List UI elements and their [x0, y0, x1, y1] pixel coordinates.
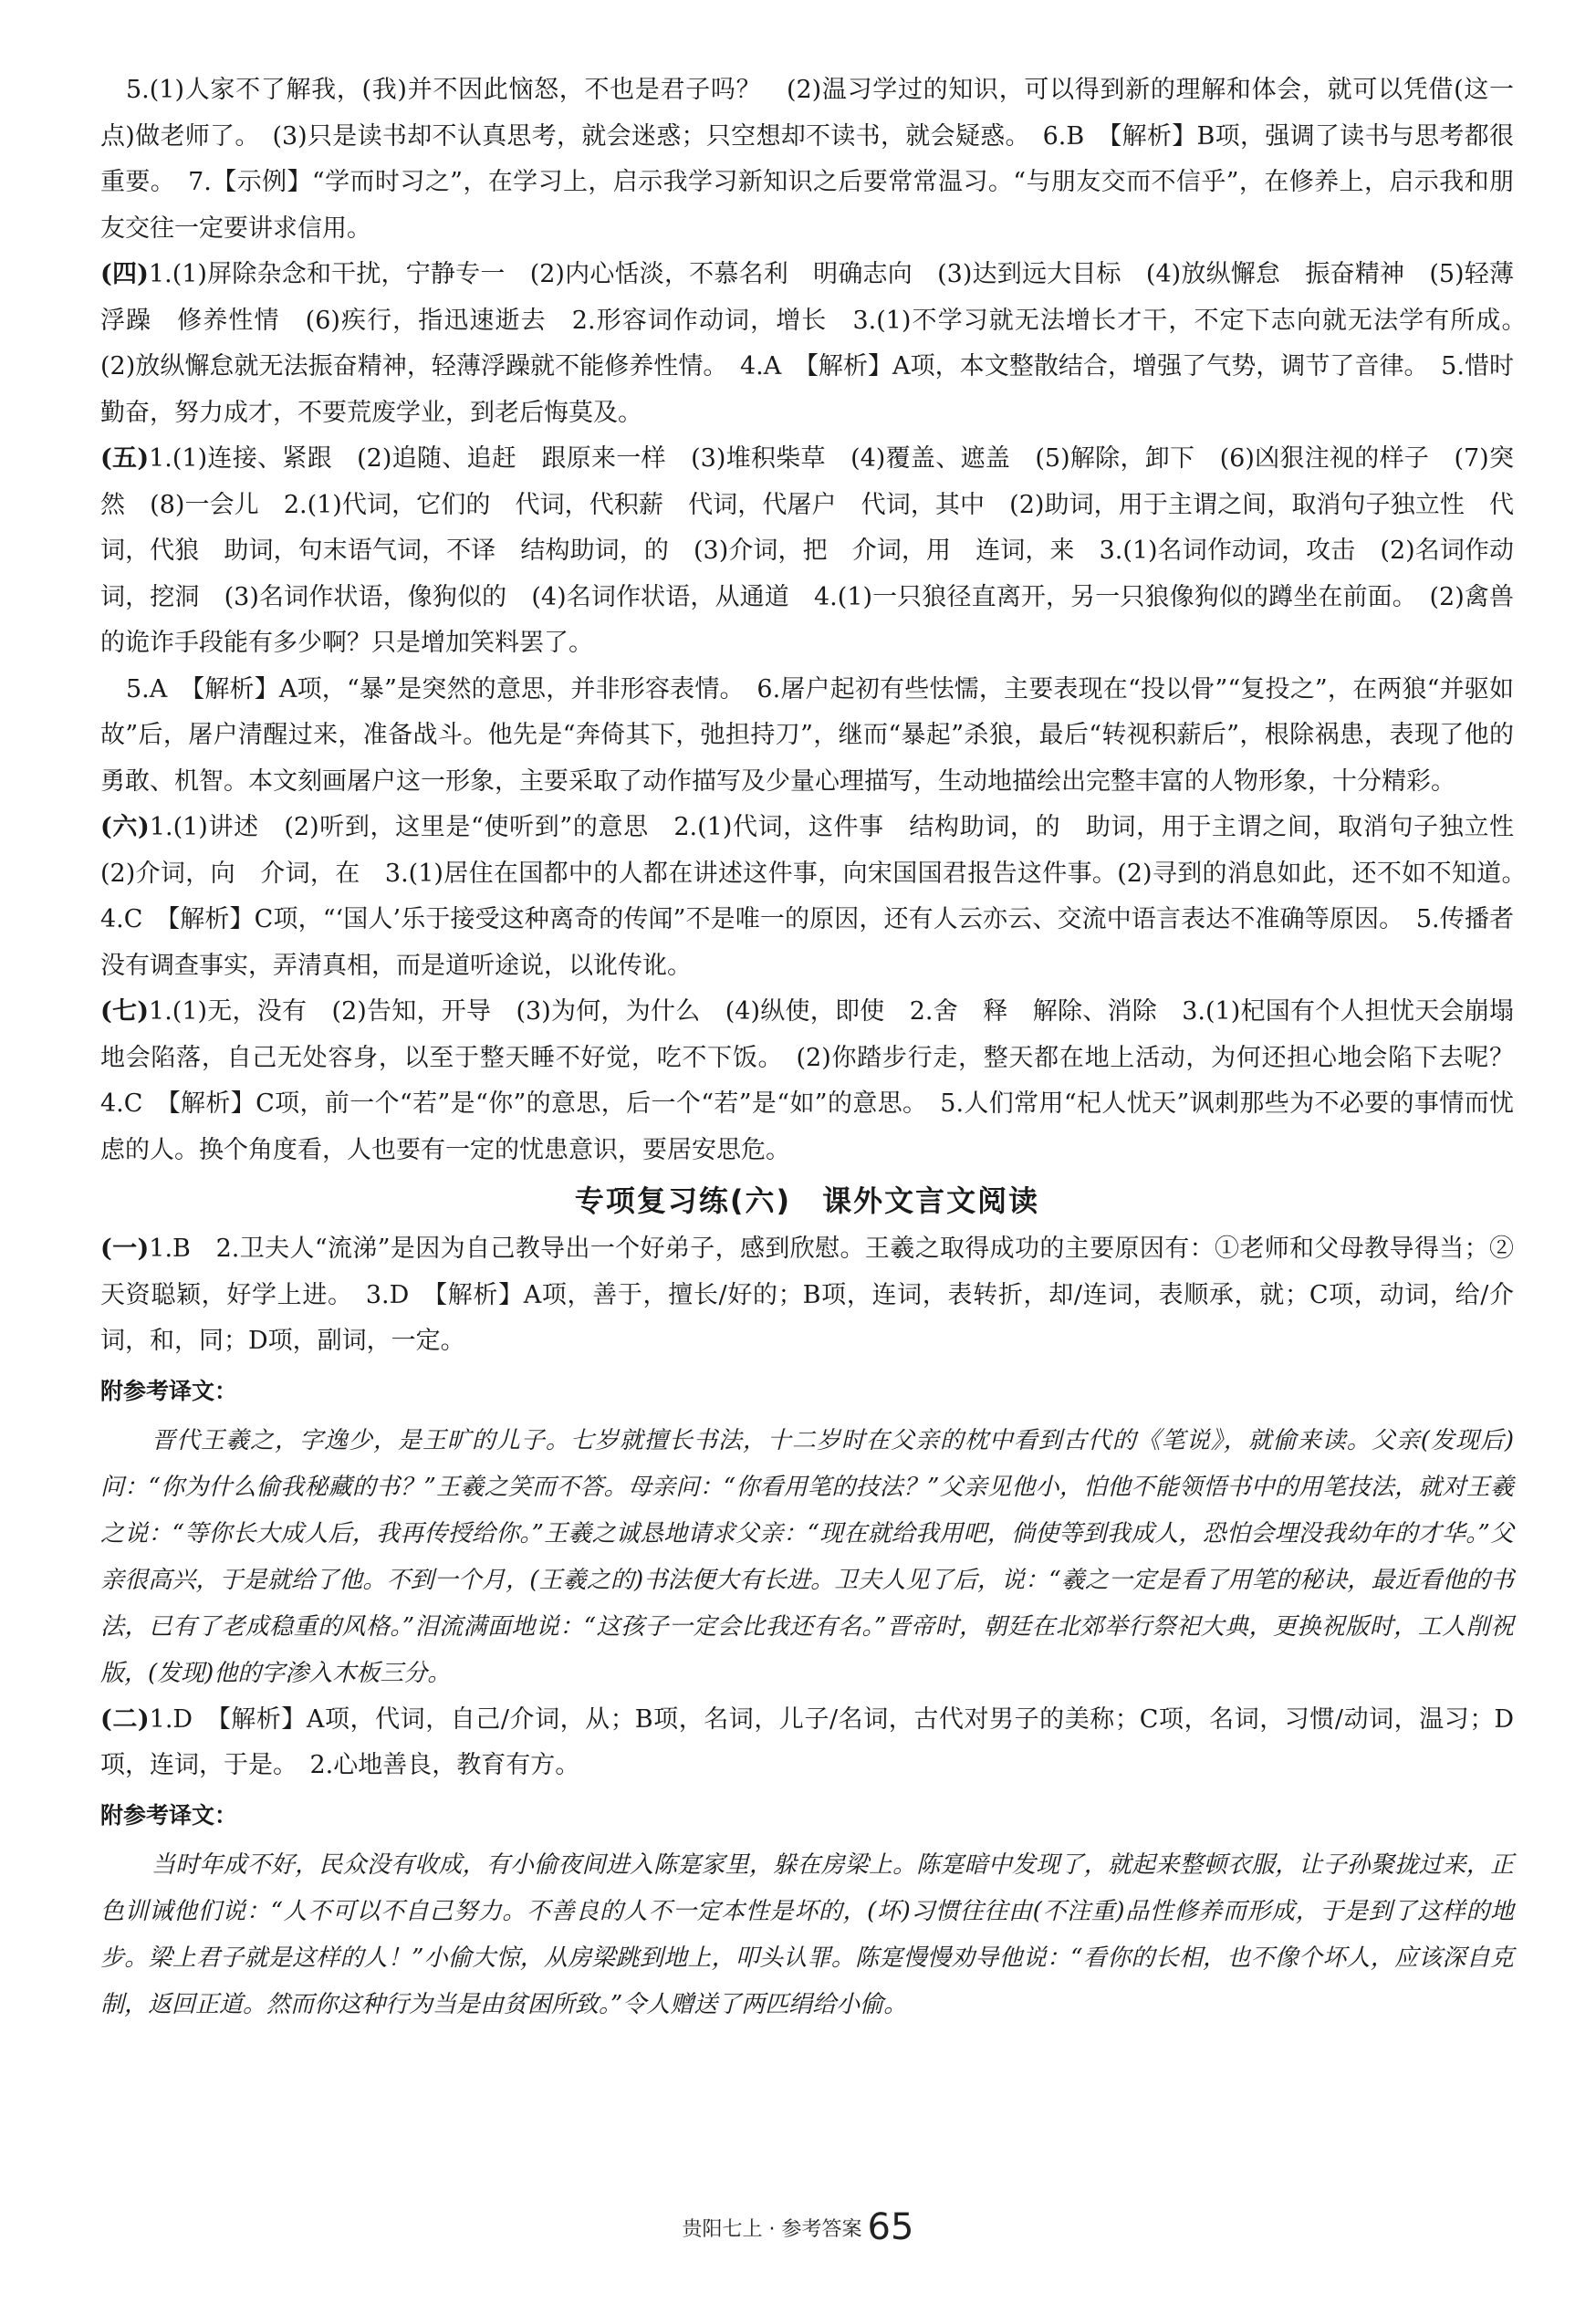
footer-label: 贵阳七上 · 参考答案: [682, 2218, 862, 2241]
section-lead-7: (七): [100, 997, 150, 1026]
part-2-lead: (二): [100, 1704, 150, 1734]
page-footer: [0, 2206, 1596, 2248]
section-text-5: 1.(1)连接、紧跟 (2)追随、追赶 跟原来一样 (3)堆积柴草 (4)覆盖、遮盖 (5)解除，卸下 (6)凶狠注视的样子 (7)突然 (8)一会儿 2.(1)代词，它们的 代词，代积薪 代词，代屠户 代词，其中 (2)助词，用于主谓之间，取消句子独立性 代词，代狼 助词，句末语气词，不译 结构助词，的 (3)介词，把 介词，用 连词，来 3.(1)名词作动词，攻击 (2)名词作动词，挖洞 (3)名词作状语，像狗似的 (4)名词作状语，从通道 4.(1)一只狼径直离开，另一只狼像狗似的蹲坐在前面。 (2)禽兽的诡诈手段能有多少啊？只是增加笑料罢了。: [100, 444, 1514, 657]
answer-section-5-continued: 5.A 【解析】A项，“暴”是突然的意思，并非形容表情。 6.屠户起初有些怯懦，主要表现在“投以骨”“复投之”，在两狼“并驱如故”后，屠户清醒过来，准备战斗。他先是“奔倚其下，弛担持刀”，继而“暴起”杀狼，最后“转视积薪后”，根除祸患，表现了他的勇敢、机智。本文刻画屠户这一形象，主要采取了动作描写及少量心理描写，生动地描绘出完整丰富的人物形象，十分精彩。: [100, 674, 1514, 796]
part-2-text: 1.D 【解析】A项，代词，自己/介词，从；B项，名词，儿子/名词，古代对男子的美称；C项，名词，习惯/动词，温习；D项，连词，于是。 2.心地善良，教育有方。: [100, 1704, 1514, 1779]
answer-section-7: [100, 989, 1539, 1173]
section-lead-6: (六): [100, 813, 150, 841]
section-text-4: 1.(1)屏除杂念和干扰，宁静专一 (2)内心恬淡，不慕名利 明确志向 (3)达到远大目标 (4)放纵懈怠 振奋精神 (5)轻薄浮躁 修养性情 (6)疾行，指迅速逝去 2.形容词作动词，增长 3.(1)不学习就无法增长才干，不定下志向就无法学有所成。 (2)放纵懈怠就无法振奋精神，轻薄浮躁就不能修养性情。 4.A 【解析】A项，本文整散结合，增强了气势，调节了音律。 5.惜时勤奋，努力成才，不要荒废学业，到老后悔莫及。: [100, 260, 1539, 427]
page-number: 65: [867, 2206, 914, 2248]
answer-section-4: [100, 252, 1539, 436]
section-lead-5: (五): [100, 444, 150, 473]
answer-section-6: [100, 805, 1539, 989]
translation-2: 当时年成不好，民众没有收成，有小偷夜间进入陈寔家里，躲在房梁上。陈寔暗中发现了，就起来整顿衣服，让子孙聚拢过来，正色训诫他们说：“人不可以不自己努力。不善良的人不一定本性是坏的，(坏)习惯往往由(不注重)品性修养而形成，于是到了这样的地步。梁上君子就是这样的人！”小偷大惊，从房梁跳到地上，叩头认罪。陈寔慢慢劝导他说：“看你的长相，也不像个坏人，应该深自克制，返回正道。然而你这种行为当是由贫困所致。”令人赠送了两匹绢给小偷。: [100, 1850, 1514, 2018]
answer-section-5: [100, 436, 1514, 667]
translation-label-2: 附参考译文：: [100, 1801, 238, 1829]
section-text-6: 1.(1)讲述 (2)听到，这里是“使听到”的意思 2.(1)代词，这件事 结构助词，的 助词，用于主谓之间，取消句子独立性 (2)介词，向 介词，在 3.(1)居住在国都中的人都在讲述这件事，向宋国国君报告这件事。(2)寻到的消息如此，还不如不知道。 4.C 【解析】C项，“‘国人’乐于接受这种离奇的传闻”不是唯一的原因，还有人云亦云、交流中语言表达不准确等原因。 5.传播者没有调查事实，弄清真相，而是道听途说，以讹传讹。: [100, 813, 1539, 980]
translation-1: 晋代王羲之，字逸少，是王旷的儿子。七岁就擅长书法，十二岁时在父亲的枕中看到古代的《笔说》，就偷来读。父亲(发现后)问：“你为什么偷我秘藏的书？”王羲之笑而不答。母亲问：“你看用笔的技法？”父亲见他小，怕他不能领悟书中的用笔技法，就对王羲之说：“等你长大成人后，我再传授给你。”王羲之诚恳地请求父亲：“现在就给我用吧，倘使等到我成人，恐怕会埋没我幼年的才华。”父亲很高兴，于是就给了他。不到一个月，(王羲之的)书法便大有长进。卫夫人见了后，说：“羲之一定是看了用笔的秘诀，最近看他的书法，已有了老成稳重的风格。”泪流满面地说：“这孩子一定会比我还有名。”晋帝时，朝廷在北郊举行祭祀大典，更换祝版时，工人削祝版，(发现)他的字渗入木板三分。: [100, 1426, 1514, 1687]
section-heading: 专项复习练(六) 课外文言文阅读: [574, 1183, 1040, 1218]
part-1-lead: (一): [100, 1235, 150, 1263]
translation-label-1: 附参考译文：: [100, 1377, 238, 1404]
part-2-answers: [100, 1697, 1514, 1789]
answer-item-5-7: 5.(1)人家不了解我，(我)并不因此恼怒，不也是君子吗？ (2)温习学过的知识，可以得到新的理解和体会，就可以凭借(这一点)做老师了。 (3)只是读书却不认真思考，就会迷惑；只空想却不读书，就会疑惑。 6.B 【解析】B项，强调了读书与思考都很重要。 7.【示例】“学而时习之”，在学习上，启示我学习新知识之后要常常温习。“与朋友交而不信乎”，在修养上，启示我和朋友交往一定要讲求信用。: [100, 76, 1514, 243]
section-lead-4: (四): [100, 260, 149, 288]
part-1-answers: [100, 1226, 1514, 1365]
section-text-7: 1.(1)无，没有 (2)告知，开导 (3)为何，为什么 (4)纵使，即使 2.舍 释 解除、消除 3.(1)杞国有个人担忧天会崩塌地会陷落，自己无处容身，以至于整天睡不好觉，吃不下饭。 (2)你踏步行走，整天都在地上活动，为何还担心地会陷下去呢？ 4.C 【解析】C项，前一个“若”是“你”的意思，后一个“若”是“如”的意思。 5.人们常用“杞人忧天”讽刺那些为不必要的事情而忧虑的人。换个角度看，人也要有一定的忧患意识，要居安思危。: [100, 997, 1539, 1164]
part-1-text: 1.B 2.卫夫人“流涕”是因为自己教导出一个好弟子，感到欣慰。王羲之取得成功的主要原因有：①老师和父母教导得当；②天资聪颖，好学上进。 3.D 【解析】A项，善于，擅长/好的；B项，连词，表转折，却/连词，表顺承，就；C项，动词，给/介词，和，同；D项，副词，一定。: [100, 1235, 1514, 1355]
